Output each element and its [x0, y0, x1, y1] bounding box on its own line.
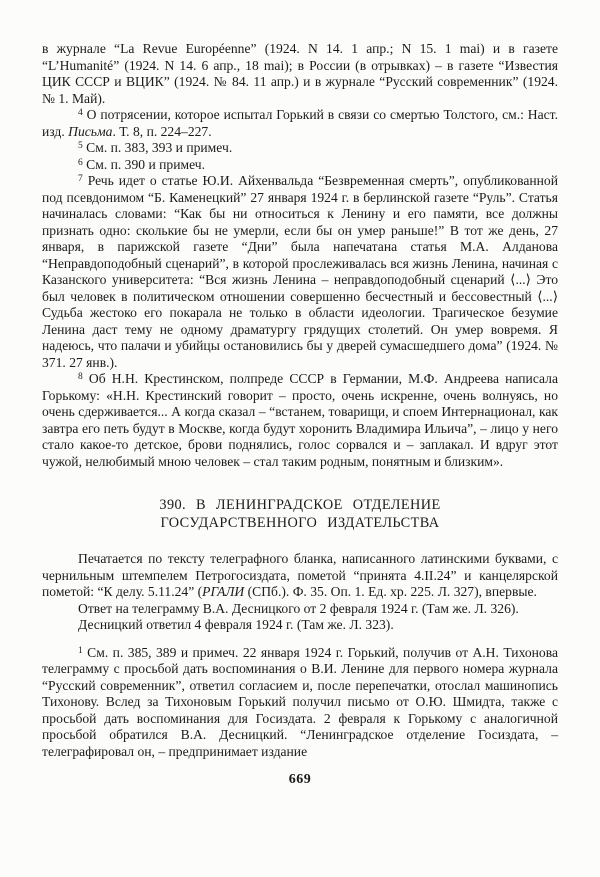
text-run: О потрясении, которое испытал Горький в связи со смертью Толстого, см.: Наст. изд. [42, 107, 558, 139]
answer-note [42, 617, 558, 634]
text-run: в журнале “La Revue Européenne” (1924. N 14. 1 апр.; N 15. 1 mai) и в газете “L’Humanité” (1924. N 14. 6 апр., 18 mai); в России (в отрывках) – в газете “Известия ЦИК СССР и ВЦИК” (1924. № 84. 11 апр.) и в журнале “Русский современник” (1924. № 1. Май). [42, 41, 558, 106]
text-run: (СПб.). Ф. 35. Оп. 1. Ед. хр. 225. Л. 327), впервые. [244, 584, 537, 599]
footnote-6 [42, 157, 558, 174]
text-run: . Т. 8, п. 224–227. [112, 123, 212, 139]
footnote-number: 1 [78, 645, 83, 656]
source-note [42, 551, 558, 601]
text-run: См. п. 385, 389 и примеч. 22 января 1924 г. Горький, получив от А.Н. Тихонова телеграмму с просьбой дать воспоминания о В.И. Ленине для первого номера журнала “Русский современник”, ответил согласием и, после перепечатки, отослал машинопись Тихонову. Вслед за Тихоновым Горький получил письмо от О.Ю. Шмидта, также с просьбой дать воспоминания для Госиздата. 2 февраля к Горькому с аналогичной просьбой обратился В.А. Десницкий. “Ленинградское отделение Госиздата, – телеграфировал он, – предпринимает издание [42, 644, 558, 759]
footnote-number: 7 [78, 174, 83, 184]
text-run: Ответ на телеграмму В.А. Десницкого от 2 февраля 1924 г. (Там же. Л. 326). [78, 600, 519, 616]
italic-text: РГАЛИ [202, 584, 245, 599]
text-run: Десницкий ответил 4 февраля 1924 г. (Там же. Л. 323). [78, 617, 394, 632]
italic-text: Письма [68, 123, 113, 139]
text-run: См. п. 390 и примеч. [82, 156, 206, 172]
note-3-continuation [42, 41, 558, 107]
footnote-7 [42, 173, 558, 371]
footnote-number: 5 [78, 141, 83, 151]
text-run: Речь идет о статье Ю.И. Айхенвальда “Безвременная смерть”, опубликованной под псевдонимом “Б. Каменецкий” 27 января 1924 г. в берлинской газете “Руль”. Статья начиналась словами: “Как бы ни относиться к Ленину и его памяти, все должны признать одно: сколькие бы не умерли, если бы он умер раньше!” В тот же день, 27 января, в парижской газете “Дни” была напечатана статья М.А. Алданова “Неправдоподобный сценарий”, в которой прослеживалась вся жизнь Ленина, начиная с Казанского университета: “Вся жизнь Ленина – неправдоподобный сценарий ⟨...⟩ Это был человек в политическом отношении совершенно бесчестный и бессовестный ⟨...⟩ Судьба жестоко его покарала не только в области идеологии. Трагическое безумие Ленина даст тему не одному драматургу грядущих столетий. Он умер вовремя. Я надеюсь, что палачи и убийцы остановились бы у дверей сумасшедшего дома” (1924. № 371. 27 янв.). [42, 173, 558, 370]
footnote-number: 8 [78, 372, 83, 382]
footnote-number: 6 [78, 157, 83, 168]
footnote-4 [42, 107, 558, 140]
footnote-5 [42, 140, 558, 157]
text-run: Об Н.Н. Крестинском, полпреде СССР в Германии, М.Ф. Андреева написала Горькому: «Н.Н. Крестинский говорит – просто, очень искренне, очень волнуясь, но очень сдерживается... А когда сказал – “встанем, товарищи, и споем Интернационал, как завтра его петь будут в Москве, когда будут хоронить Владимира Ильича”, – лицо у него стало какое-то детское, брови поднялись, голос сорвался и – заплакал. И вдруг этот чужой, нелюбимый мною человек – стал таким родным, понятным и близким». [42, 371, 558, 469]
heading-line: 390. В ЛЕНИНГРАДСКОЕ ОТДЕЛЕНИЕ [159, 497, 441, 513]
footnote-8 [42, 371, 558, 470]
heading-line: ГОСУДАРСТВЕННОГО ИЗДАТЕЛЬСТВА [160, 515, 440, 531]
reply-note [42, 601, 558, 618]
text-run: См. п. 383, 393 и примеч. [82, 140, 233, 155]
page-number: 669 [288, 772, 312, 787]
letter-390-heading [42, 496, 558, 532]
text-run: Печатается по тексту телеграфного бланка, написанного латинскими буквами, с чернильным штемпелем Петрогосиздата, пометой “принята 4.II.24” и канцелярской пометой: “К делу. 5.11.24” ( [42, 551, 558, 599]
text-column [42, 41, 558, 760]
footnote-number: 4 [78, 108, 83, 118]
footnote-1 [42, 645, 558, 761]
